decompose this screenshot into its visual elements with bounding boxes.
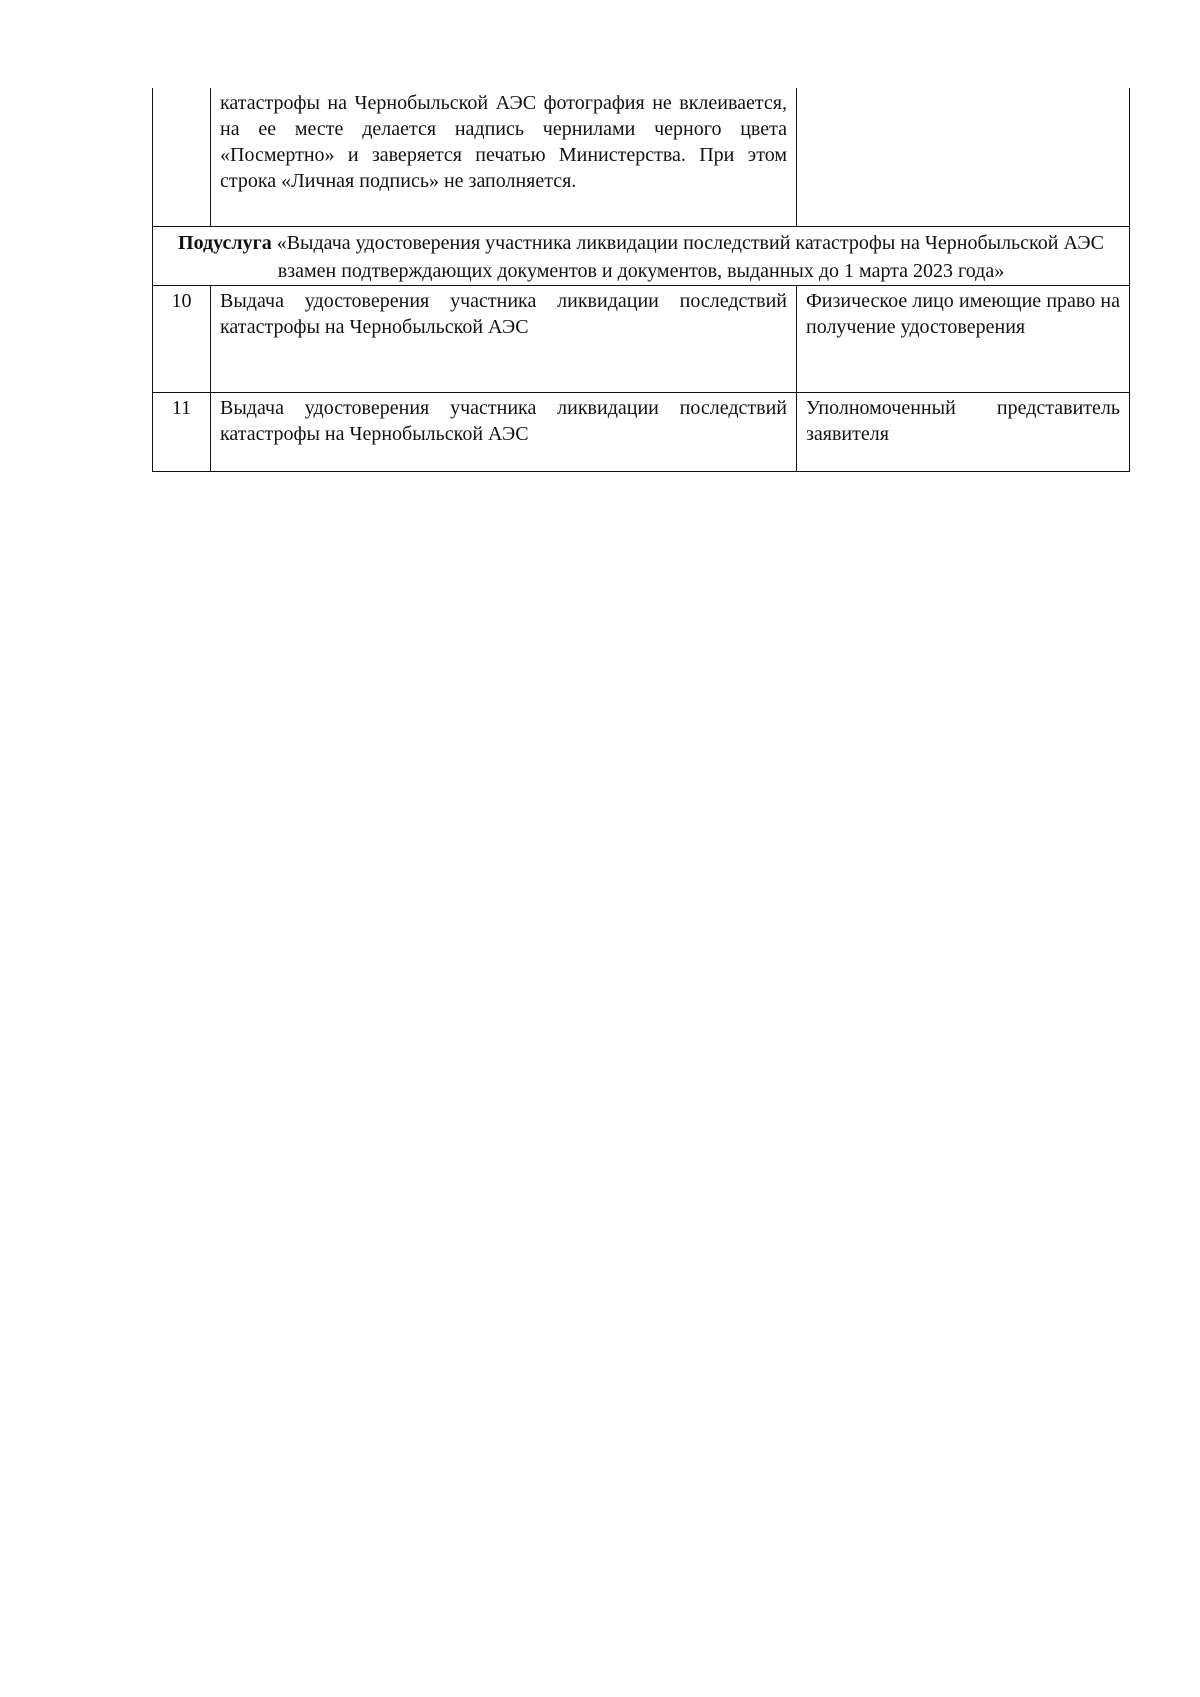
row-applicant-cell bbox=[797, 88, 1130, 227]
subservice-heading bbox=[153, 227, 1130, 286]
services-table bbox=[152, 88, 1130, 472]
row-number: 10 bbox=[153, 286, 211, 393]
table-row-continuation bbox=[153, 88, 1130, 227]
subservice-header-row bbox=[153, 227, 1130, 286]
subservice-title: «Выдача удостоверения участника ликвидации последствий катастрофы на Чернобыльской АЭС взамен подтверждающих документов и документов, выданных до 1 марта 2023 года» bbox=[271, 232, 1104, 282]
row-description: Выдача удостоверения участника ликвидации последствий катастрофы на Чернобыльской АЭС bbox=[211, 393, 797, 472]
table-row bbox=[153, 286, 1130, 393]
row-number: 11 bbox=[153, 393, 211, 472]
row-description: Выдача удостоверения участника ликвидации последствий катастрофы на Чернобыльской АЭС bbox=[211, 286, 797, 393]
row-applicant: Физическое лицо имеющие право на получение удостоверения bbox=[797, 286, 1130, 393]
subservice-prefix: Подуслуга bbox=[178, 232, 272, 254]
table-row bbox=[153, 393, 1130, 472]
row-applicant: Уполномоченный представитель заявителя bbox=[797, 393, 1130, 472]
row-description-cell: катастрофы на Чернобыльской АЭС фотография не вклеивается, на ее месте делается надпись чернилами черного цвета «Посмертно» и заверяется печатью Министерства. При этом строка «Личная подпись» не заполняется. bbox=[211, 88, 797, 227]
row-number-cell bbox=[153, 88, 211, 227]
